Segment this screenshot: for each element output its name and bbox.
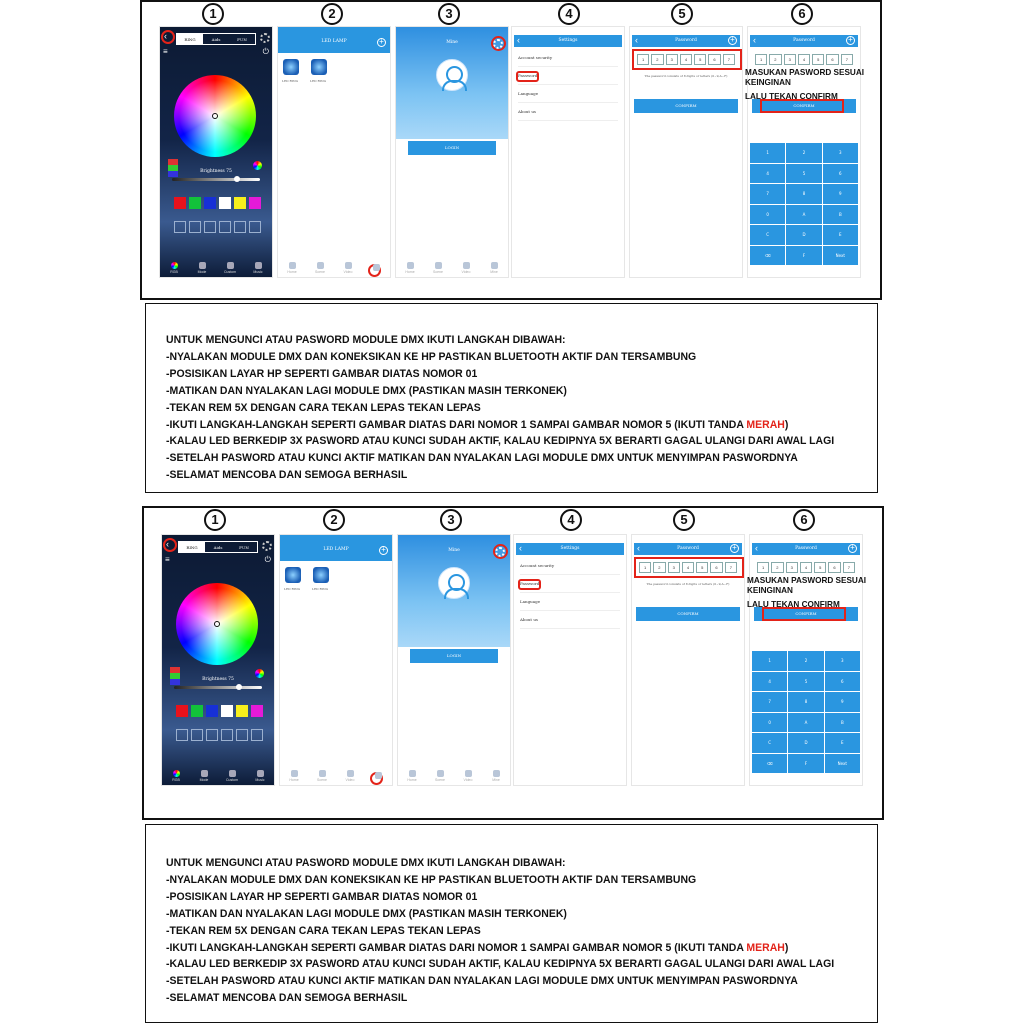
password-digit: 4 [682,562,694,573]
color-slot[interactable] [206,729,218,741]
bottom-nav [280,767,392,785]
nav-custom[interactable]: Custom [218,262,242,274]
color-swatch[interactable] [204,197,216,209]
color-slot[interactable] [249,221,261,233]
back-icon[interactable]: ‹ [519,543,522,553]
led-device-icon[interactable] [311,59,327,75]
password-digit: 3 [668,562,680,573]
nav-rgb[interactable]: RGB [164,770,188,782]
confirm-button[interactable]: CONFIRM [754,607,858,621]
slider-knob[interactable] [236,684,242,690]
screen-password-confirm [747,26,861,278]
password-digit: 2 [651,54,663,65]
settings-marker [493,544,508,559]
keypad-key[interactable]: 1 [752,651,787,671]
instructions-heading: UNTUK MENGUNCI ATAU PASWORD MODULE DMX IKUTI LANGKAH DIBAWAH: [166,334,566,346]
password-digit: 1 [755,54,767,65]
color-swatch[interactable] [191,705,203,717]
instruction-line: -POSISIKAN LAYAR HP SEPERTI GAMBAR DIATAS NOMOR 01 [166,367,478,380]
keypad-key[interactable]: 0 [750,205,785,225]
login-button[interactable]: LOGIN [410,649,498,663]
password-digit: 1 [757,562,769,573]
keypad-key[interactable]: F [786,246,821,266]
overlay-line: LALU TEKAN CONFIRM [745,92,838,101]
password-digit: 7 [843,562,855,573]
power-icon[interactable]: ⏻ [262,47,269,56]
color-swatch[interactable] [251,705,263,717]
keypad-key[interactable]: D [786,225,821,245]
settings-header [514,35,622,47]
header-title: Password [675,38,697,43]
red-highlight: MERAH [746,941,785,954]
nav-mode[interactable]: Mode [192,770,216,782]
back-icon[interactable]: ‹ [637,543,640,553]
instruction-text: -IKUTI LANGKAH-LANGKAH SEPERTI GAMBAR DIATAS DARI NOMOR 1 SAMPAI GAMBAR NOMOR 5 (IKUTI TANDA [166,418,747,431]
keypad-key[interactable]: 5 [786,164,821,184]
nav-rgb[interactable]: RGB [162,262,186,274]
instruction-line [166,417,834,434]
password-digit: 7 [841,54,853,65]
add-device-icon[interactable]: + [377,38,386,47]
nav-mode[interactable]: Mode [190,262,214,274]
step-number: 4 [558,3,580,25]
password-digit: 2 [769,54,781,65]
led-device-icon[interactable] [285,567,301,583]
step-number: 2 [321,3,343,25]
keypad-key[interactable]: 8 [788,692,823,712]
password-digit: 6 [826,54,838,65]
color-swatch[interactable] [236,705,248,717]
device-label: LED RING [284,587,301,591]
tab-ring[interactable]: RING [177,34,203,44]
confirm-button[interactable]: CONFIRM [636,607,740,621]
instruction-overlay [745,68,864,102]
avatar[interactable] [438,567,470,599]
color-slot[interactable] [219,221,231,233]
password-digit: 2 [771,562,783,573]
password-digit: 4 [798,54,810,65]
brightness-label: Brightness 75 [200,169,232,174]
power-icon[interactable]: ⏻ [264,555,271,564]
confirm-button[interactable]: CONFIRM [752,99,856,113]
nav-mine[interactable]: Mine [482,262,506,274]
keypad-key[interactable]: 3 [825,651,860,671]
menu-language[interactable]: Language [520,593,620,611]
password-digit: 5 [696,562,708,573]
slider-knob[interactable] [234,176,240,182]
back-icon[interactable]: ‹ [517,35,520,45]
screen-password-confirm [749,534,863,786]
custom-color-slots [176,729,263,741]
nav-mine[interactable] [364,264,388,272]
instruction-line: -SELAMAT MENCOBA DAN SEMOGA BERHASIL [166,992,408,1005]
backspace-key[interactable]: ⌫ [750,246,785,266]
menu-about-us[interactable]: About us [520,611,620,629]
header-title: Password [795,546,817,551]
back-icon[interactable]: ‹ [755,543,758,553]
menu-account-security[interactable]: Account security [520,557,620,575]
step-number: 1 [204,509,226,531]
bottom-nav [278,259,390,277]
instructions-heading: UNTUK MENGUNCI ATAU PASWORD MODULE DMX IKUTI LANGKAH DIBAWAH: [166,857,566,869]
password-marker [516,71,539,82]
confirm-button[interactable]: CONFIRM [634,99,738,113]
keypad-key[interactable]: 2 [786,143,821,163]
instruction-text: ) [784,941,789,954]
menu-password[interactable]: Password [520,575,620,593]
instruction-text: ) [784,418,789,431]
bottom-nav [162,767,274,785]
back-icon[interactable]: ‹ [164,31,167,41]
color-swatch[interactable] [249,197,261,209]
settings-marker [491,36,506,51]
back-icon[interactable]: ‹ [166,539,169,549]
overlay-line: MASUKAN PASWORD SESUAI [745,68,865,77]
password-marker [634,557,744,578]
keypad-key[interactable]: B [825,713,860,733]
color-slot[interactable] [174,221,186,233]
nav-scene[interactable]: Scene [308,262,332,274]
menu-about-us[interactable]: About us [518,103,618,121]
keypad-key[interactable]: 6 [825,672,860,692]
password-digit: 5 [694,54,706,65]
keypad-key[interactable]: 3 [823,143,858,163]
password-marker [632,49,742,70]
nav-home[interactable]: Home [398,262,422,274]
hex-keypad [752,651,860,773]
instruction-line: -KALAU LED BERKEDIP 3X PASWORD ATAU KUNCI SUDAH AKTIF, KALAU KEDIPNYA 5X BERARTI GAGAL ULANGI DARI AWAL LAGI [166,435,835,448]
header-title: Password [677,546,699,551]
overlay-line: MASUKAN PASWORD SESUAI [747,576,867,585]
settings-gear-icon[interactable] [262,541,272,551]
color-swatches [176,705,263,717]
keypad-key[interactable]: C [752,733,787,753]
password-header [752,543,860,555]
add-icon[interactable]: + [728,36,737,45]
screen-password-entry [629,26,743,278]
keypad-key[interactable]: 0 [752,713,787,733]
keypad-key[interactable]: 8 [786,184,821,204]
back-icon[interactable]: ‹ [753,35,756,45]
password-digit: 4 [680,54,692,65]
device-label: LED RING [282,79,299,83]
red-highlight: MERAH [746,418,785,431]
nav-home[interactable]: Home [280,262,304,274]
color-slot[interactable] [204,221,216,233]
keypad-key[interactable]: 9 [825,692,860,712]
custom-color-slots [174,221,261,233]
menu-password[interactable]: Password [518,67,618,85]
screen-mine [395,26,509,278]
keypad-key[interactable]: Next [823,246,858,266]
screenshots-panel [142,506,884,820]
instructions-box [145,824,878,1023]
tab-fun[interactable]: FUN [239,545,249,550]
bottom-nav [398,767,510,785]
color-slot[interactable] [251,729,263,741]
settings-gear-icon[interactable] [260,33,270,43]
instruction-line: -TEKAN REM 5X DENGAN CARA TEKAN LEPAS TEKAN LEPAS [166,924,481,937]
color-swatch[interactable] [174,197,186,209]
menu-language[interactable]: Language [518,85,618,103]
header-title: Settings [558,38,578,43]
keypad-key[interactable]: 6 [823,164,858,184]
screenshots-panel [140,0,882,300]
color-slot[interactable] [234,221,246,233]
bottom-nav [160,259,272,277]
color-picker-cursor[interactable] [212,113,218,119]
mode-tabs [176,33,256,45]
color-swatch[interactable] [234,197,246,209]
nav-mine[interactable] [366,772,390,780]
keypad-key[interactable]: C [750,225,785,245]
keypad-key[interactable]: E [825,733,860,753]
keypad-key[interactable]: 7 [752,692,787,712]
nav-scene[interactable]: Scene [428,770,452,782]
add-device-icon[interactable]: + [379,546,388,555]
nav-music[interactable]: Music [246,262,270,274]
keypad-key[interactable]: 1 [750,143,785,163]
keypad-key[interactable]: 4 [750,164,785,184]
keypad-key[interactable]: 4 [752,672,787,692]
password-digit: 6 [708,54,720,65]
nav-video[interactable]: Video [454,262,478,274]
keypad-key[interactable]: 7 [750,184,785,204]
nav-video[interactable]: Video [338,770,362,782]
app-header [278,27,390,53]
instruction-line: -TEKAN REM 5X DENGAN CARA TEKAN LEPAS TEKAN LEPAS [166,401,481,414]
color-slot[interactable] [221,729,233,741]
header-title: Password [793,38,815,43]
instruction-line: -KALAU LED BERKEDIP 3X PASWORD ATAU KUNCI SUDAH AKTIF, KALAU KEDIPNYA 5X BERARTI GAGAL ULANGI DARI AWAL LAGI [166,958,835,971]
screen-settings [513,534,627,786]
login-button[interactable]: LOGIN [408,141,496,155]
instruction-line: -SETELAH PASWORD ATAU KUNCI AKTIF MATIKAN DAN NYALAKAN LAGI MODULE DMX UNTUK MENYIMPAN PASWORDNYA [166,452,798,465]
step-number: 2 [323,509,345,531]
password-marker [518,579,541,590]
tab-fun[interactable]: FUN [237,37,247,42]
avatar[interactable] [436,59,468,91]
led-device-icon[interactable] [313,567,329,583]
keypad-key[interactable]: A [786,205,821,225]
device-label: LED RING [312,587,329,591]
instruction-line: -MATIKAN DAN NYALAKAN LAGI MODULE DMX (PASTIKAN MASIH TERKONEK) [166,384,567,397]
color-picker-cursor[interactable] [214,621,220,627]
nav-home[interactable]: Home [400,770,424,782]
brightness-slider[interactable] [172,178,260,181]
brightness-label: Brightness 75 [202,677,234,682]
keypad-key[interactable]: D [788,733,823,753]
app-header [280,535,392,561]
password-digit: 4 [800,562,812,573]
led-device-icon[interactable] [283,59,299,75]
menu-account-security[interactable]: Account security [518,49,618,67]
screen-settings [511,26,625,278]
instruction-text: -IKUTI LANGKAH-LANGKAH SEPERTI GAMBAR DIATAS DARI NOMOR 1 SAMPAI GAMBAR NOMOR 5 (IKUTI TANDA [166,941,747,954]
step-number: 3 [440,509,462,531]
instruction-line: -SELAMAT MENCOBA DAN SEMOGA BERHASIL [166,469,408,482]
color-slot[interactable] [191,729,203,741]
brightness-slider[interactable] [174,686,262,689]
instruction-overlay [747,576,866,610]
password-digits[interactable] [754,559,858,576]
rgb-channel-icon [170,667,180,685]
settings-header [516,543,624,555]
overlay-line: KEINGINAN [747,586,793,595]
tab-aids[interactable]: Aids [211,37,221,42]
rgb-channel-icon [168,159,178,177]
tab-ring[interactable]: RING [179,542,205,552]
color-slot[interactable] [176,729,188,741]
password-digit: 6 [828,562,840,573]
keypad-key[interactable]: F [788,754,823,774]
password-header [632,35,740,47]
password-digit: 6 [710,562,722,573]
color-swatch[interactable] [219,197,231,209]
password-hint: The password consists of 8 digits or letters (0~9,A~F) [644,74,728,78]
instruction-line: -POSISIKAN LAYAR HP SEPERTI GAMBAR DIATAS NOMOR 01 [166,890,478,903]
nav-video[interactable]: Video [456,770,480,782]
step-number: 3 [438,3,460,25]
nav-scene[interactable]: Scene [426,262,450,274]
hex-keypad [750,143,858,265]
color-swatch[interactable] [206,705,218,717]
password-digit: 3 [784,54,796,65]
overlay-line: KEINGINAN [745,78,791,87]
nav-video[interactable]: Video [336,262,360,274]
device-label: LED RING [310,79,327,83]
instruction-line [166,940,834,957]
password-header [634,543,742,555]
screen-rgb-control [161,534,275,786]
step-number: 5 [671,3,693,25]
password-digit: 1 [639,562,651,573]
instruction-line: -NYALAKAN MODULE DMX DAN KONEKSIKAN KE HP PASTIKAN BLUETOOTH AKTIF DAN TERSAMBUNG [166,350,697,363]
instruction-line: -SETELAH PASWORD ATAU KUNCI AKTIF MATIKAN DAN NYALAKAN LAGI MODULE DMX UNTUK MENYIMPAN PASWORDNYA [166,975,798,988]
password-digit: 1 [637,54,649,65]
screen-password-entry [631,534,745,786]
keypad-key[interactable]: Next [825,754,860,774]
instructions-box [145,303,878,493]
keypad-key[interactable]: 2 [788,651,823,671]
keypad-key[interactable]: 9 [823,184,858,204]
color-swatches [174,197,261,209]
menu-icon[interactable]: ≡ [163,47,168,56]
header-title: LED LAMP [323,547,349,552]
color-swatch[interactable] [176,705,188,717]
back-icon[interactable]: ‹ [635,35,638,45]
step-number: 6 [793,509,815,531]
keypad-key[interactable]: A [788,713,823,733]
nav-mine[interactable]: Mine [484,770,508,782]
nav-custom[interactable]: Custom [220,770,244,782]
password-digit: 5 [812,54,824,65]
header-title: LED LAMP [321,39,347,44]
nav-home[interactable]: Home [282,770,306,782]
password-digit: 3 [786,562,798,573]
overlay-line: LALU TEKAN CONFIRM [747,600,840,609]
header-title: Mine [446,40,458,45]
menu-icon[interactable]: ≡ [165,555,170,564]
step-number: 5 [673,509,695,531]
password-digit: 7 [723,54,735,65]
password-digit: 7 [725,562,737,573]
keypad-key[interactable]: 5 [788,672,823,692]
screen-mine [397,534,511,786]
keypad-key[interactable]: E [823,225,858,245]
screen-rgb-control [159,26,273,278]
password-hint: The password consists of 8 digits or letters (0~9,A~F) [646,582,730,586]
step-number: 1 [202,3,224,25]
color-swatch[interactable] [221,705,233,717]
nav-music[interactable]: Music [248,770,272,782]
password-digits[interactable] [752,51,856,68]
password-digit: 5 [814,562,826,573]
step-number: 4 [560,509,582,531]
password-header [750,35,858,47]
step-number: 6 [791,3,813,25]
backspace-key[interactable]: ⌫ [752,754,787,774]
color-slot[interactable] [189,221,201,233]
password-digit: 3 [666,54,678,65]
password-digit: 2 [653,562,665,573]
header-title: Settings [560,546,580,551]
color-swatch[interactable] [189,197,201,209]
screen-device-list [277,26,391,278]
instruction-line: -MATIKAN DAN NYALAKAN LAGI MODULE DMX (PASTIKAN MASIH TERKONEK) [166,907,567,920]
mode-tabs [178,541,258,553]
nav-scene[interactable]: Scene [310,770,334,782]
keypad-key[interactable]: B [823,205,858,225]
color-slot[interactable] [236,729,248,741]
add-icon[interactable]: + [848,544,857,553]
screen-device-list [279,534,393,786]
tab-aids[interactable]: Aids [213,545,223,550]
add-icon[interactable]: + [730,544,739,553]
instruction-line: -NYALAKAN MODULE DMX DAN KONEKSIKAN KE HP PASTIKAN BLUETOOTH AKTIF DAN TERSAMBUNG [166,873,697,886]
header-title: Mine [448,548,460,553]
add-icon[interactable]: + [846,36,855,45]
bottom-nav [396,259,508,277]
